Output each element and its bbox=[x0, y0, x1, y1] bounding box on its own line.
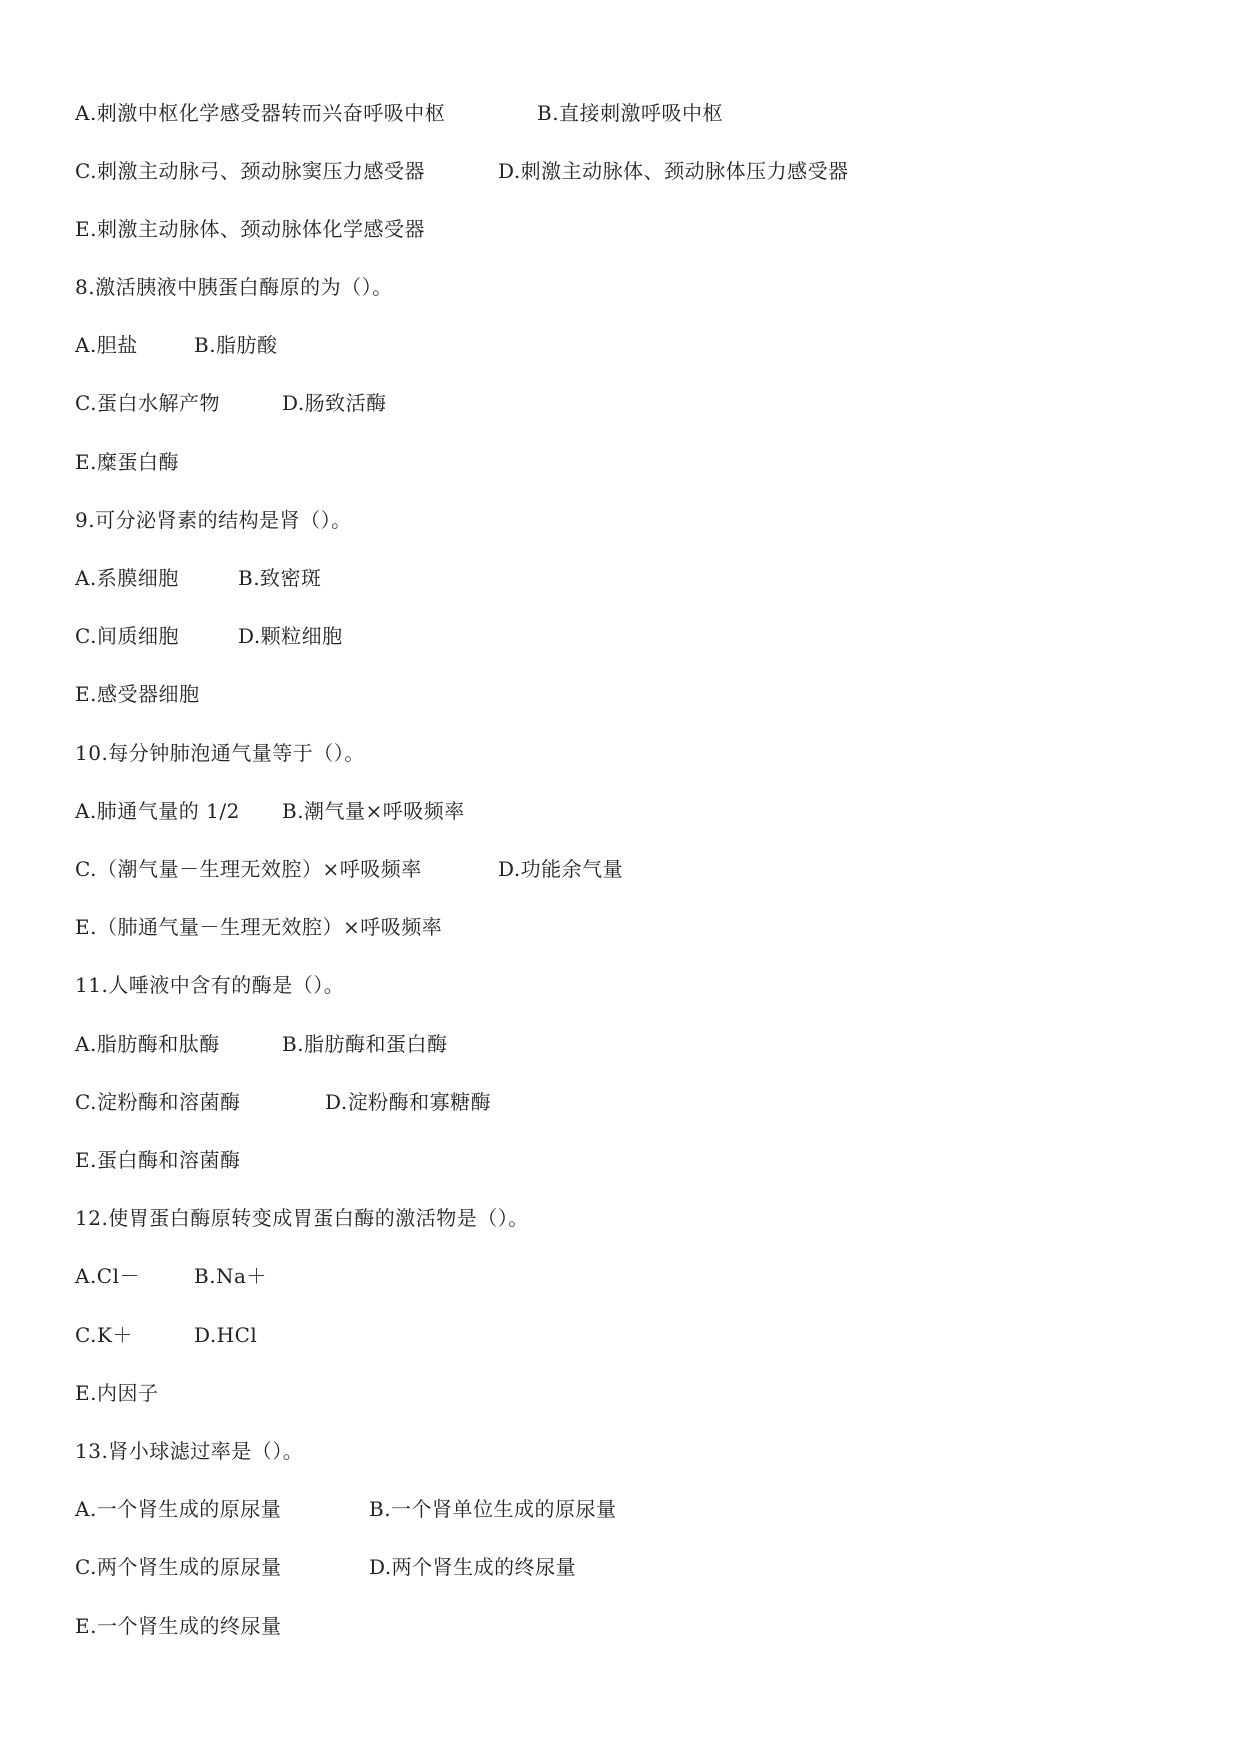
option-b: B.直接刺激呼吸中枢 bbox=[537, 101, 724, 125]
option-c: C.间质细胞 bbox=[75, 624, 179, 648]
question-text: 8.激活胰液中胰蛋白酶原的为（）。 bbox=[75, 275, 393, 299]
option-a: A.脂肪酶和肽酶 bbox=[75, 1032, 220, 1056]
option-c: C.（潮气量－生理无效腔）×呼吸频率 bbox=[75, 857, 422, 881]
option-d: D.肠致活酶 bbox=[282, 391, 387, 415]
question-text: 9.可分泌肾素的结构是肾（）。 bbox=[75, 508, 352, 532]
option-c: C.刺激主动脉弓、颈动脉窦压力感受器 bbox=[75, 159, 425, 183]
option-b: B.致密斑 bbox=[238, 566, 322, 590]
option-a: A.刺激中枢化学感受器转而兴奋呼吸中枢 bbox=[75, 101, 446, 125]
option-e: E.糜蛋白酶 bbox=[75, 450, 179, 474]
option-e: E.（肺通气量－生理无效腔）×呼吸频率 bbox=[75, 915, 443, 939]
option-b: B.Na＋ bbox=[194, 1264, 267, 1288]
option-d: D.刺激主动脉体、颈动脉体压力感受器 bbox=[498, 159, 849, 183]
option-c: C.淀粉酶和溶菌酶 bbox=[75, 1090, 241, 1114]
option-e: E.感受器细胞 bbox=[75, 682, 200, 706]
question-text: 11.人唾液中含有的酶是（）。 bbox=[75, 973, 345, 997]
option-c: C.K＋ bbox=[75, 1323, 133, 1347]
option-d: D.功能余气量 bbox=[498, 857, 624, 881]
option-a: A.胆盐 bbox=[75, 333, 138, 357]
option-e: E.刺激主动脉体、颈动脉体化学感受器 bbox=[75, 217, 425, 241]
option-a: A.一个肾生成的原尿量 bbox=[75, 1497, 282, 1521]
option-c: C.蛋白水解产物 bbox=[75, 391, 220, 415]
option-d: D.颗粒细胞 bbox=[238, 624, 343, 648]
option-b: B.一个肾单位生成的原尿量 bbox=[369, 1497, 617, 1521]
option-d: D.两个肾生成的终尿量 bbox=[369, 1555, 577, 1579]
option-e: E.一个肾生成的终尿量 bbox=[75, 1614, 282, 1638]
option-a: A.系膜细胞 bbox=[75, 566, 179, 590]
option-a: A.肺通气量的 1/2 bbox=[75, 799, 240, 823]
question-text: 13.肾小球滤过率是（）。 bbox=[75, 1439, 304, 1463]
option-e: E.蛋白酶和溶菌酶 bbox=[75, 1148, 241, 1172]
option-d: D.淀粉酶和寡糖酶 bbox=[325, 1090, 492, 1114]
option-b: B.脂肪酶和蛋白酶 bbox=[282, 1032, 448, 1056]
option-c: C.两个肾生成的原尿量 bbox=[75, 1555, 282, 1579]
option-e: E.内因子 bbox=[75, 1381, 159, 1405]
option-a: A.Cl－ bbox=[75, 1264, 140, 1288]
option-d: D.HCl bbox=[194, 1323, 258, 1347]
question-text: 10.每分钟肺泡通气量等于（）。 bbox=[75, 741, 365, 765]
option-b: B.脂肪酸 bbox=[194, 333, 278, 357]
question-text: 12.使胃蛋白酶原转变成胃蛋白酶的激活物是（）。 bbox=[75, 1206, 529, 1230]
option-b: B.潮气量×呼吸频率 bbox=[282, 799, 465, 823]
